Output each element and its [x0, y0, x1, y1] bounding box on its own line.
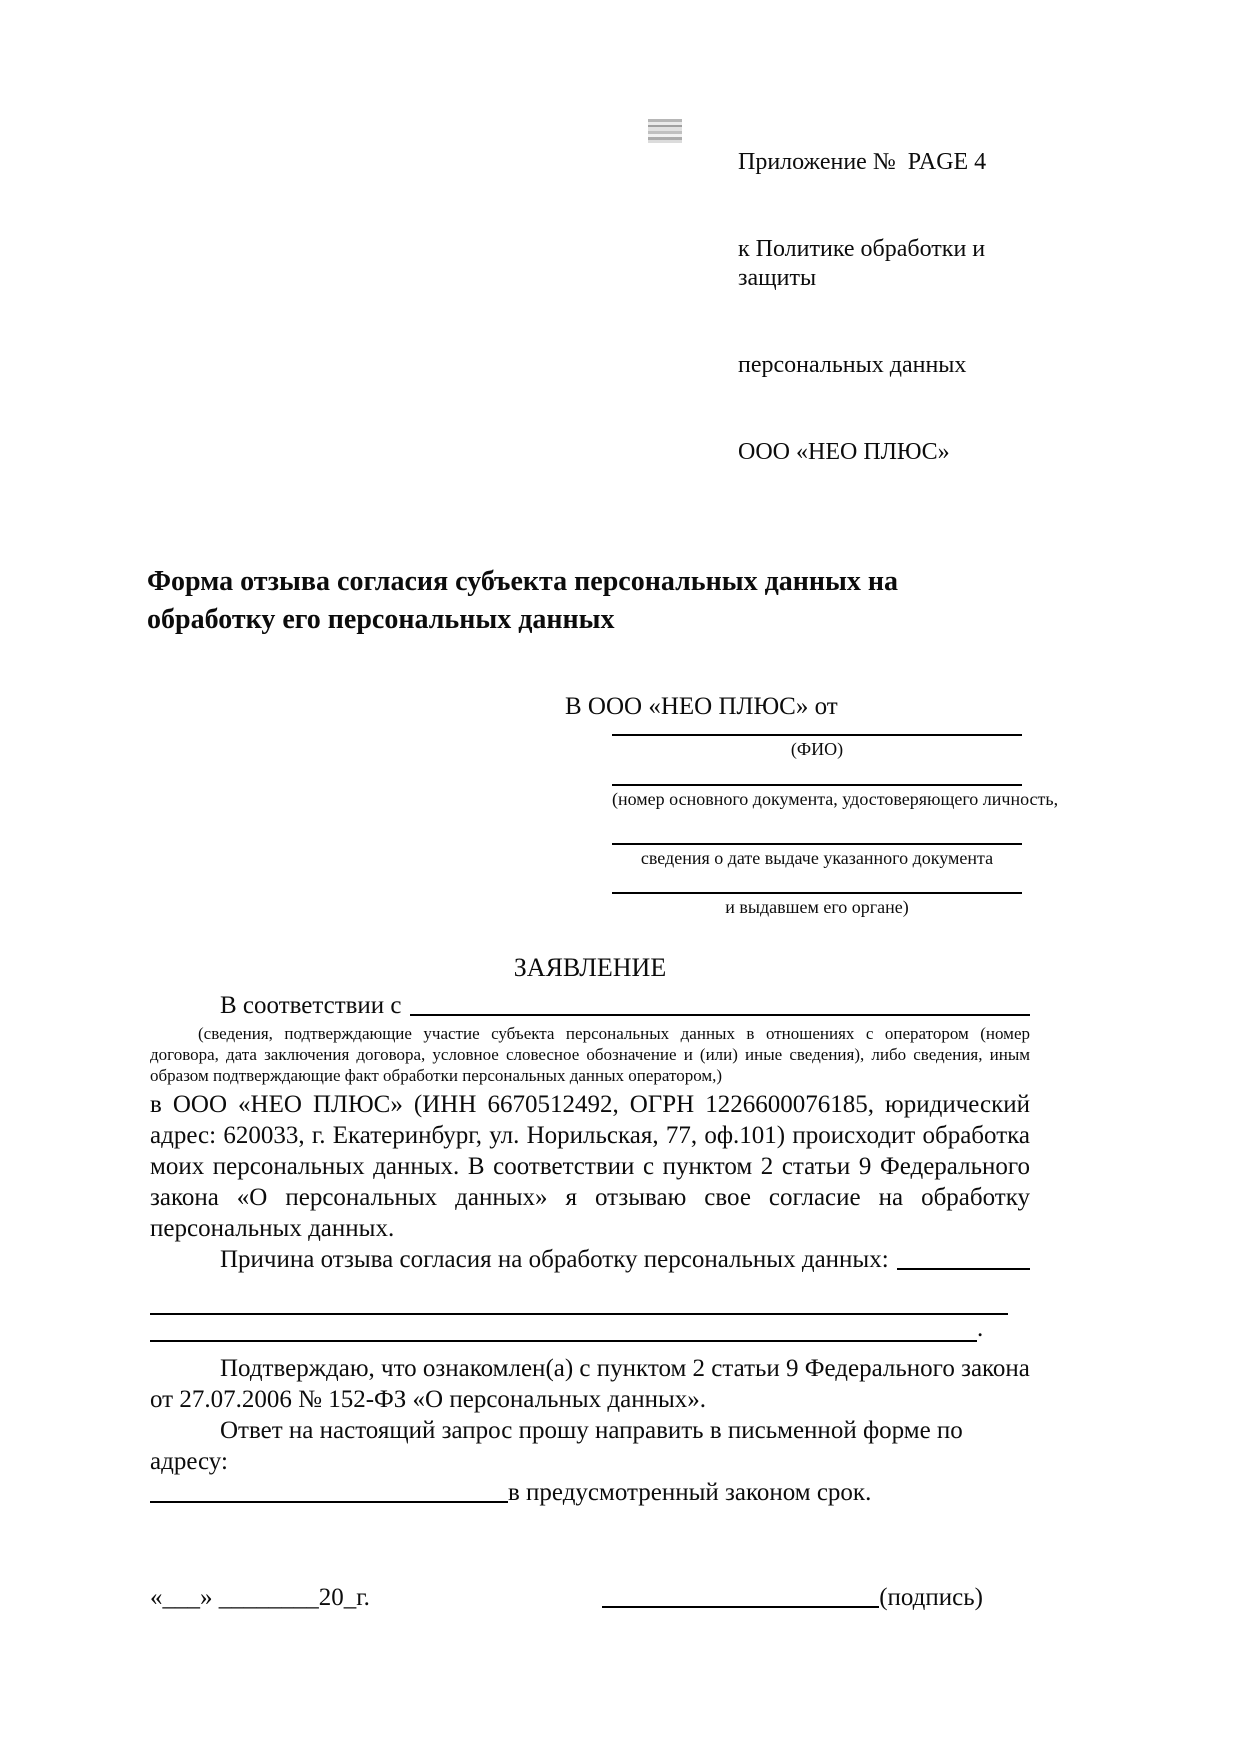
fio-fill-line[interactable] [612, 734, 1022, 736]
signature-fill-line[interactable] [602, 1582, 879, 1608]
reason-continuation-line-2 [150, 1315, 1030, 1342]
accordance-fill-line[interactable] [410, 990, 1030, 1016]
signature-block [602, 1582, 983, 1613]
reply-line: Ответ на настоящий запрос прошу направить в письменной форме по адресу: [150, 1417, 963, 1475]
body-paragraph: в ООО «НЕО ПЛЮС» (ИНН 6670512492, ОГРН 1226600076185, юридический адрес: 620033, г. Екатеринбург, ул. Норильская, 77, оф.101) происходит обработка моих персональных данных. В соответствии с пунктом 2 статьи 9 Федерального закона «О персональных данных» я отзываю свое согласие на обработку персональных данных. [150, 1091, 1030, 1242]
accordance-line [150, 990, 1030, 1021]
address-line [150, 1477, 1030, 1508]
issuing-authority-caption: и выдавшем его органе) [725, 897, 909, 917]
appendix-line: персональных данных [738, 352, 967, 378]
field-issuing-authority [612, 892, 1022, 919]
issue-date-fill-line[interactable] [612, 843, 1022, 845]
accordance-prefix: В соответствии с [220, 992, 402, 1019]
fio-caption: (ФИО) [790, 739, 844, 759]
field-fio [612, 734, 1022, 761]
form-title: Форма отзыва согласия субъекта персональных данных на обработку его персональных данных [147, 566, 899, 635]
document-number-caption: (номер основного документа, удостоверяющего личность, [612, 789, 1059, 809]
reply-suffix: в предусмотренный законом срок. [508, 1479, 872, 1506]
small-note: (сведения, подтверждающие участие субъекта персональных данных в отношениях с оператором (номер договора, дата заключения договора, условное словесное обозначение и (или) иные сведения), либо сведения, иным образом подтверждающие факт обработки персональных данных оператором,) [150, 1024, 1030, 1085]
reason-fill-line[interactable] [897, 1244, 1030, 1270]
appendix-line: Приложение № PAGE 4 [738, 149, 987, 175]
address-fill-line[interactable] [150, 1477, 508, 1503]
reason-continuation-fill-line-2[interactable] [150, 1315, 977, 1342]
recipient-to-line: В ООО «НЕО ПЛЮС» от [565, 693, 838, 720]
date-line: «___» ________20_г. [150, 1584, 370, 1611]
appendix-line: ООО «НЕО ПЛЮС» [738, 439, 950, 465]
confirm-paragraph: Подтверждаю, что ознакомлен(а) с пунктом 2 статьи 9 Федерального закона от 27.07.2006 № 152-ФЗ «О персональных данных». [150, 1355, 1030, 1413]
sentence-period: . [977, 1315, 984, 1342]
appendix-header [738, 0, 1030, 525]
date-signature-row [150, 1582, 1008, 1613]
document-number-fill-line[interactable] [612, 784, 1022, 786]
issue-date-caption: сведения о дате выдаче указанного документа [640, 848, 994, 868]
issuing-authority-fill-line[interactable] [612, 892, 1022, 894]
field-document-number [612, 784, 1059, 811]
appendix-line: к Политике обработки и защиты [738, 236, 992, 291]
reason-line [150, 1244, 1030, 1275]
statement-heading: ЗАЯВЛЕНИЕ [513, 953, 667, 982]
signature-label: (подпись) [879, 1584, 983, 1611]
recipient-block [565, 693, 1059, 919]
inline-image-icon [648, 119, 682, 143]
field-issue-date [612, 843, 1022, 870]
reason-prefix: Причина отзыва согласия на обработку персональных данных: [220, 1246, 889, 1273]
